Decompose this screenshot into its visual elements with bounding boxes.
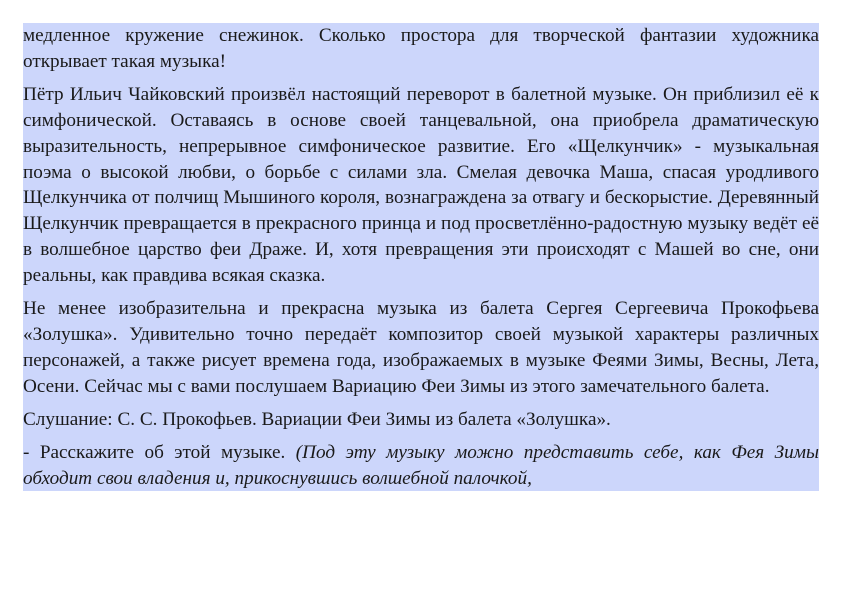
- paragraph-prokofiev: Не менее изобразительна и прекрасна музыка из балета Сергея Сергеевича Прокофьева «Золушка». Удивительно точно передаёт композитор своей музыкой характеры различных персонажей, а также рисует времена года, изображаемых в музыке Феями Зимы, Весны, Лета, Осени. Сейчас мы с вами послушаем Вариацию Феи Зимы из этого замечательного балета.: [23, 298, 819, 397]
- paragraph-tchaikovsky: Пётр Ильич Чайковский произвёл настоящий переворот в балетной музыке. Он приблизил её к симфонической. Оставаясь в основе своей танцевальной, она приобрела драматическую выразительность, непрерывное симфоническое развитие. Его «Щелкунчик» - музыкальная поэма о высокой любви, о борьбе с силами зла. Смелая девочка Маша, спасая уродливого Щелкунчика от полчищ Мышиного короля, вознаграждена за отвагу и бескорыстие. Деревянный Щелкунчик превращается в прекрасного принца и под просветлённо-радостную музыку ведёт её в волшебное царство феи Драже. И, хотя превращения эти происходят с Машей во сне, они реальны, как правдива всякая сказка.: [23, 83, 819, 287]
- paragraph-listening: Слушание: С. С. Прокофьев. Вариации Феи Зимы из балета «Золушка».: [23, 408, 611, 430]
- paragraph-discussion: [23, 440, 819, 492]
- paragraph-snowflakes: медленное кружение снежинок. Сколько простора для творческой фантазии художника открывает такая музыка!: [23, 25, 819, 72]
- discussion-answer: (Под эту музыку можно представить себе, как Фея Зимы обходит свои владения и, прикоснувшись волшебной палочкой,: [23, 441, 819, 489]
- document-body: [23, 23, 819, 491]
- discussion-prompt: - Расскажите об этой музыке.: [23, 441, 296, 463]
